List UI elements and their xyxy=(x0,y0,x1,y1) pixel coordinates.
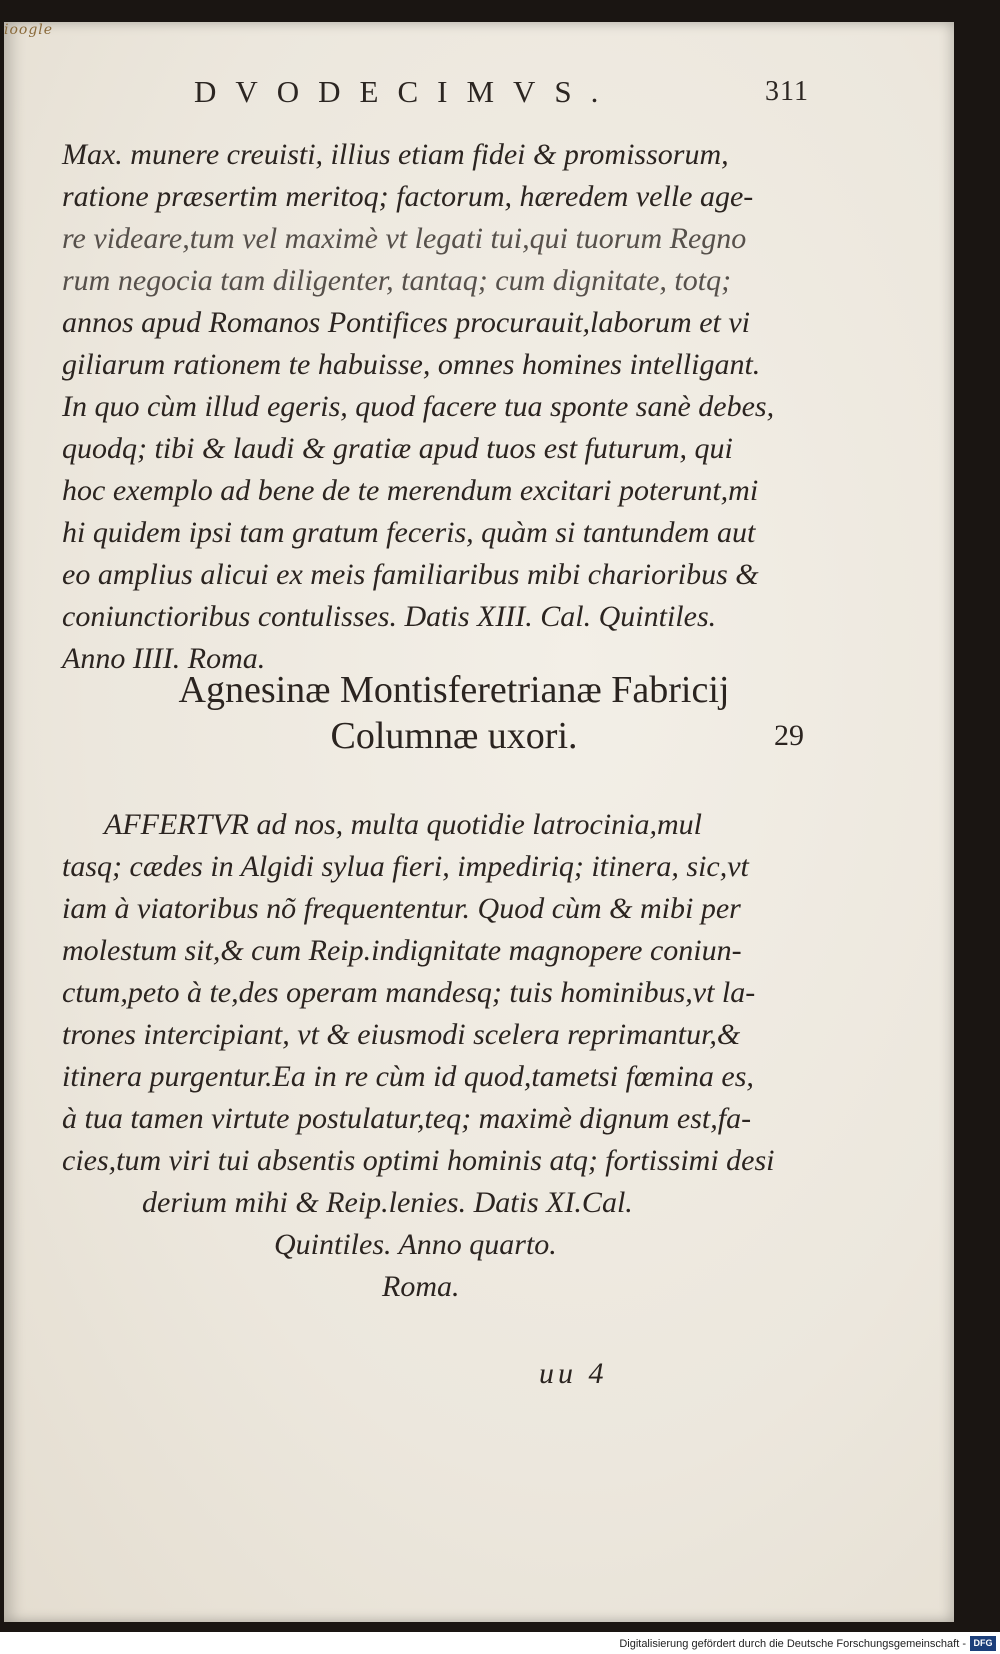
text-line: Anno IIII. Roma. xyxy=(62,642,266,675)
text-line: hi quidem ipsi tam gratum feceris, quàm si tantundem aut xyxy=(62,516,756,549)
letter-2-heading xyxy=(104,667,804,759)
text-line: Quintiles. Anno quarto. xyxy=(274,1228,557,1261)
text-line: annos apud Romanos Pontifices procurauit,laborum et vi xyxy=(62,306,751,339)
text-line: In quo cùm illud egeris, quod facere tua sponte sanè debes, xyxy=(62,390,775,423)
text-line: ctum,peto à te,des operam mandesq; tuis hominibus,vt la- xyxy=(62,976,756,1009)
text-line: itinera purgentur.Ea in re cùm id quod,tametsi fœmina es, xyxy=(62,1060,754,1093)
running-head: DVODECIMVS. xyxy=(194,74,618,109)
book-page xyxy=(4,22,954,1622)
text-line: molestum sit,& cum Reip.indignitate magnopere coniun- xyxy=(62,934,742,967)
text-line: AFFERTVR ad nos, multa quotidie latrocinia,mul xyxy=(104,808,703,841)
digitization-footer xyxy=(0,1632,1000,1654)
letter-1-continuation xyxy=(62,134,807,680)
text-line: eo amplius alicui ex meis familiaribus mibi charioribus & xyxy=(62,558,759,591)
text-line: derium mihi & Reip.lenies. Datis XI.Cal. xyxy=(142,1186,633,1219)
text-line: re videare,tum vel maximè vt legati tui,qui tuorum Regno xyxy=(62,222,747,255)
corner-watermark: ioogle xyxy=(4,22,54,38)
text-line: tasq; cædes in Algidi sylua fieri, impediriq; itinera, sic,vt xyxy=(62,850,749,883)
letter-2-body xyxy=(62,804,807,1308)
page-number: 311 xyxy=(765,76,809,107)
signature-mark: uu 4 xyxy=(539,1357,608,1390)
funding-credit: Digitalisierung gefördert durch die Deutsche Forschungsgemeinschaft - xyxy=(619,1638,966,1650)
addressee-line-2 xyxy=(104,713,804,759)
text-line: rum negocia tam diligenter, tantaq; cum dignitate, totq; xyxy=(62,264,732,297)
addressee-line-2-text: Columnæ uxori. xyxy=(330,715,578,757)
text-line: iam à viatoribus nõ frequententur. Quod cùm & mibi per xyxy=(62,892,741,925)
dfg-logo: DFG xyxy=(970,1636,996,1651)
text-line: hoc exemplo ad bene de te merendum excitari poterunt,mi xyxy=(62,474,759,507)
text-line: ratione præsertim meritoq; factorum, hæredem velle age- xyxy=(62,180,754,213)
text-line: coniunctioribus contulisses. Datis XIII. Cal. Quintiles. xyxy=(62,600,717,633)
text-line: quodq; tibi & laudi & gratiæ apud tuos est futurum, qui xyxy=(62,432,733,465)
page-header xyxy=(194,74,809,124)
text-line: Roma. xyxy=(382,1270,460,1303)
text-line: trones intercipiant, vt & eiusmodi scelera reprimantur,& xyxy=(62,1018,741,1051)
text-line: cies,tum viri tui absentis optimi hominis atq; fortissimi desi xyxy=(62,1144,775,1177)
addressee-line-1: Agnesinæ Montisferetrianæ Fabricij xyxy=(178,669,730,711)
text-line: giliarum rationem te habuisse, omnes homines intelligant. xyxy=(62,348,761,381)
text-line: Max. munere creuisti, illius etiam fidei & promissorum, xyxy=(62,138,729,171)
text-line: à tua tamen virtute postulatur,teq; maximè dignum est,fa- xyxy=(62,1102,752,1135)
letter-number: 29 xyxy=(774,719,804,752)
